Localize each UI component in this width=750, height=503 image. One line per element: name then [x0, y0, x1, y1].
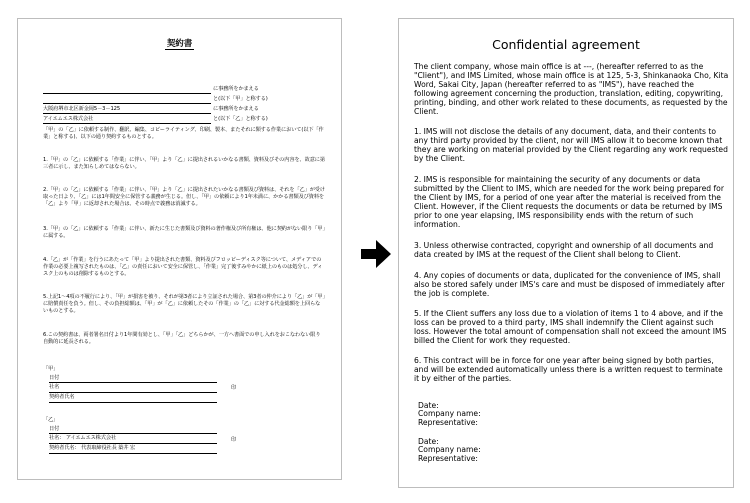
signature-date-label: Date: — [418, 401, 439, 410]
signature-company-label: Company name: — [418, 409, 481, 419]
client-rep-row: 契約者氏名 — [49, 393, 75, 400]
english-clause-2: 2. IMS is responsible for maintaining the security of any documents or data submitted by the Client to IMS, which are needed for the work being prepared for the Client by IMS, for a period of one year after the material is received from the Client. However, if the Client requests the documents or data be returned by IMS prior to one year elapsing, IMS responsibility ends with the return of such information. — [414, 175, 724, 229]
japanese-clause-1: 1.「甲」の「乙」に依頼する「作業」に伴い、「甲」より「乙」に提出されるいかなる書類、資料及びその内容を、故意に第三者に示し、また知らしめてはならない。 — [43, 157, 325, 171]
party-row-contractor-name: アイエムエス株式会社 と(以下「乙」と称する) — [43, 116, 298, 124]
party-row-client-name: と(以下「甲」と称する) — [43, 96, 298, 104]
right-arrow-icon — [361, 240, 391, 268]
japanese-clause-3: 3.「甲」の「乙」に依頼する「作業」に伴い、新たに生じた書類及び資料の著作権及び所有権は、他に契約がない限り「甲」に属する。 — [43, 226, 325, 240]
client-company-row: 社名 — [49, 384, 60, 391]
japanese-contractor-block — [43, 417, 243, 452]
party-row-client-office: に事務所をかまえる — [43, 86, 298, 94]
english-clause-5: 5. If the Client suffers any loss due to a violation of items 1 to 4 above, and if the loss can be proved to a third party, IMS shall indemnify the Client against such loss. However the total amount of compensation shall not exceed the amount IMS billed the Client for work they requested. — [414, 309, 727, 345]
signature-company-label: Company name: — [418, 445, 481, 455]
contractor-seal-mark: 印 — [231, 437, 237, 443]
contractor-company-row: 社名： アイエムエス株式会社 — [49, 435, 117, 442]
signature-rep-label: Representative: — [418, 417, 478, 427]
english-title: Confidential agreement — [492, 37, 640, 52]
japanese-client-block — [43, 366, 243, 401]
japanese-clause-5: 5.上記1～4項の不履行により、「甲」が損害を被り、それが第3者により立証された場合、第3者の仲介により「乙」が「甲」に賠償責任を負う。但し、その負担総額は、「甲」が「乙」に依頼したその「作業」の「乙」に対する代金総額を上回らないものとする。 — [43, 294, 325, 315]
english-signature-block-2 — [418, 438, 481, 463]
japanese-clause-6: 6.この契約書は、両者署名日付より1年間有効とし、「甲」「乙」どちらかが、一方へ書面での申し入れをおこなわない限り自動的に延長される。 — [43, 332, 321, 346]
english-clause-3: 3. Unless otherwise contracted, copyright and ownership of all documents and data created by IMS at the request of the Client shall belong to Client. — [414, 241, 714, 259]
signature-rep-label: Representative: — [418, 453, 478, 463]
japanese-title: 契約書 — [166, 39, 193, 49]
english-signature-block-1 — [418, 402, 481, 427]
english-contract-page — [398, 18, 734, 488]
japanese-intro: 「甲」の「乙」に依頼する制作、翻訳、編集、コピーライティング、印刷、製本、またそれに類する作業において(以下「作業」と称する)、以下の通り契約するものとする。 — [43, 127, 324, 141]
english-clause-6: 6. This contract will be in force for one year after being signed by both parties, and will be extended automatically unless there is a written request to terminate it by either of the parties. — [414, 356, 723, 383]
contractor-date-label: 日付 — [49, 426, 60, 433]
client-seal-mark: 印 — [231, 385, 237, 391]
japanese-contract-page — [17, 18, 342, 480]
contractor-rep-row: 契約者氏名： 代表取締役社長 築井 宏 — [49, 444, 136, 451]
client-heading: 「甲」 — [43, 366, 59, 372]
contractor-heading: 「乙」 — [43, 417, 59, 423]
signature-date-label: Date: — [418, 437, 439, 446]
client-date-label: 日付 — [49, 375, 60, 382]
party-row-contractor-office: 大阪府堺市北区新金岡5－3－125 に事務所をかまえる — [43, 106, 298, 114]
english-clause-4: 4. Any copies of documents or data, duplicated for the convenience of IMS, shall also be stored safely under IMS's care and must be disposed of immediately after the job is complete. — [414, 271, 725, 298]
english-intro: The client company, whose main office is at ---, (hereafter referred to as the "Client"), and IMS Limited, whose main office is at 125, 5-3, Shinkanaoka Cho, Kita Word, Sakai City, Japan (hereafter referred to as "IMS"), have reached the following agreement concerning the production, translation, editing, copywriting, printing, binding, and other work related to these documents, as requested by the Client. — [414, 62, 729, 116]
english-clause-1: 1. IMS will not disclose the details of any document, data, and their contents to any third party provided by the client, nor will IMS allow it to become known that they are working on material provided by the Client regarding any work requested by the Client. — [414, 127, 728, 163]
japanese-clause-4: 4.「乙」が「作業」を行うにあたって「甲」より提出された書類、資料及びフロッピーディスク等について、メディアでの作業の必要上複写されたものは、「乙」の責任において安全に保管し、「作業」完了後すみやかに紙上のものは処分し、ディスク上のものは削除するものとする。 — [43, 257, 323, 278]
japanese-clause-2: 2.「甲」の「乙」に依頼する「作業」に伴い、「甲」より「乙」に提出されたいかなる書類及び資料は、それを「乙」が受け取った日より、「乙」には1年間安全に保管する義務が生じる。但し、「甲」の依頼により1年未満に、かかる書類及び資料を「乙」より「甲」に返却された場合は、その時点で義務は消滅する。 — [43, 187, 325, 208]
